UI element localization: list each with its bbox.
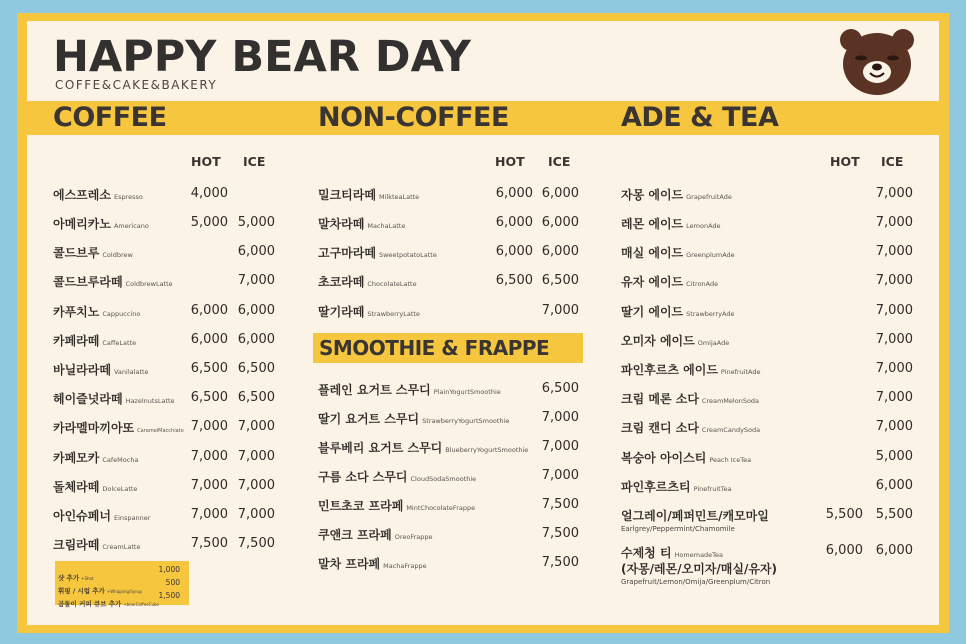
ice-price: 6,000 [541,244,579,259]
coffee-hot-header: HOT [191,154,221,169]
ice-price: 6,000 [237,332,275,347]
extra-item: 곰돌이 커피 큐브 추가 +bearCoffeeCube 1,500 [58,591,180,608]
hot-price: 6,000 [495,186,533,201]
menu-item: 구름 소다 스무디 CloudSodaSmoothie [318,470,477,484]
ice-price: 6,000 [541,215,579,230]
ice-price: 7,000 [875,390,913,405]
menu-frame [17,13,949,633]
ice-price: 5,000 [875,449,913,464]
ice-price: 7,000 [875,303,913,318]
hot-price: 6,500 [495,273,533,288]
menu-item-homemade: 수제청 티 HomemadeTea [621,546,724,560]
menu-item: 카페라떼 CaffeLatte [53,334,137,348]
bear-icon [837,26,917,98]
menu-item: 민트초코 프라페 MintChocolateFrappe [318,499,476,513]
menu-item-subtitle: Grapefruit/Lemon/Omija/Greenplum/Citron [621,578,771,586]
price: 7,000 [541,468,579,483]
ice-price: 7,000 [875,244,913,259]
menu-item: 매실 에이드 GreenplumAde [621,246,735,260]
ice-price: 7,000 [875,215,913,230]
menu-item: 레몬 에이드 LemonAde [621,217,721,231]
ice-price: 7,000 [237,507,275,522]
hot-price: 6,000 [190,332,228,347]
hot-price: 7,000 [190,449,228,464]
hot-price: 7,000 [190,507,228,522]
hot-price: 6,000 [825,543,863,558]
menu-item-subtitle: Earlgrey/Peppermint/Chamomile [621,525,735,533]
coffee-ice-header: ICE [243,154,266,169]
menu-item: 파인후르츠 에이드 PinefruitAde [621,363,761,377]
menu-item: 콜드브루 Coldbrew [53,246,133,260]
non-coffee-hot-header: HOT [495,154,525,169]
price: 7,000 [541,410,579,425]
menu-item: 크림 캔디 소다 CreamCandySoda [621,421,761,435]
hot-price: 6,000 [190,303,228,318]
menu-item: 쿠앤크 프라페 OreoFrappe [318,528,433,542]
menu-item: 헤이즐넛라떼 HazelnutsLatte [53,392,175,406]
menu-item: 고구마라떼 SweetpotatoLatte [318,246,437,260]
menu-item: 오미자 에이드 OmijaAde [621,334,730,348]
hot-price: 7,000 [190,478,228,493]
menu-item: 아인슈페너 Einspanner [53,509,151,523]
ice-price: 7,000 [237,478,275,493]
menu-item: 말차 프라페 MachaFrappe [318,557,427,571]
ice-price: 6,000 [875,543,913,558]
hot-price: 5,000 [190,215,228,230]
menu-item: 자몽 에이드 GrapefruitAde [621,188,732,202]
menu-item: 에스프레소 Espresso [53,188,143,202]
ice-price: 7,000 [875,419,913,434]
menu-board [27,21,939,625]
ice-price: 6,000 [875,478,913,493]
menu-item: 복숭아 아이스티 Peach IceTea [621,451,752,465]
ice-price: 6,000 [237,303,275,318]
smoothie-heading: SMOOTHIE & FRAPPE [313,333,583,363]
hot-price: 6,000 [495,215,533,230]
ice-price: 6,500 [237,361,275,376]
ice-price: 5,000 [237,215,275,230]
price: 7,500 [541,497,579,512]
non-coffee-ice-header: ICE [548,154,571,169]
ice-price: 7,000 [875,273,913,288]
extra-item: 샷 추가 +Shot 1,000 [58,565,180,582]
ice-price: 6,000 [541,186,579,201]
price: 7,000 [541,439,579,454]
hot-price: 6,000 [495,244,533,259]
menu-item: 유자 에이드 CitronAde [621,275,719,289]
ice-price: 7,000 [875,361,913,376]
ice-price: 6,500 [541,273,579,288]
menu-item: 카푸치노 Cappuccino [53,305,141,319]
menu-item: 말차라떼 MachaLatte [318,217,406,231]
menu-item: 블루베리 요거트 스무디 BlueberryYogurtSmoothie [318,441,529,455]
coffee-heading: COFFEE [53,102,167,133]
ice-price: 7,000 [541,303,579,318]
menu-item: 카페모카 CafeMocha [53,451,139,465]
menu-item: 돌체라떼 DolceLatte [53,480,138,494]
hot-price: 5,500 [825,507,863,522]
hot-price: 7,000 [190,419,228,434]
menu-item-earlgrey: 얼그레이/페퍼민트/캐모마일 [621,509,769,523]
ice-price: 5,500 [875,507,913,522]
ice-price: 7,000 [237,419,275,434]
menu-item: 콜드브루라떼 ColdbrewLatte [53,275,173,289]
menu-item: 아메리카노 Americano [53,217,149,231]
brand-title: HAPPY BEAR DAY [53,32,471,82]
ice-price: 7,500 [237,536,275,551]
hot-price: 6,500 [190,361,228,376]
ice-price: 7,000 [875,186,913,201]
menu-item: 밀크티라떼 MilkteaLatte [318,188,420,202]
ade-tea-hot-header: HOT [830,154,860,169]
menu-item: 초코라떼 ChocolateLatte [318,275,417,289]
ade-tea-ice-header: ICE [881,154,904,169]
menu-item: 크림 메론 소다 CreamMelonSoda [621,392,760,406]
ade-tea-heading: ADE & TEA [621,102,779,133]
menu-item: 딸기 요거트 스무디 StrawberryYogurtSmoothie [318,412,510,426]
menu-item: 플레인 요거트 스무디 PlainYogurtSmoothie [318,383,501,397]
menu-item: 파인후르츠티 PinefruitTea [621,480,732,494]
brand-subtitle: COFFE&CAKE&BAKERY [55,78,218,92]
menu-item: 크림라떼 CreamLatte [53,538,141,552]
price: 6,500 [541,381,579,396]
hot-price: 6,500 [190,390,228,405]
price: 7,500 [541,526,579,541]
hot-price: 7,500 [190,536,228,551]
menu-item: 바닐라라떼 Vanilalatte [53,363,149,377]
menu-item-homemade-flavors: (자몽/레몬/오미자/매실/유자) [621,562,778,576]
ice-price: 6,000 [237,244,275,259]
menu-item: 딸기라떼 StrawberryLatte [318,305,420,319]
hot-price: 4,000 [190,186,228,201]
ice-price: 7,000 [875,332,913,347]
extra-item: 휘핑 / 시럽 추가 +Whipping/Syrup 500 [58,578,180,595]
price: 7,500 [541,555,579,570]
ice-price: 6,500 [237,390,275,405]
menu-item: 카라멜마끼아또 CaramelMacchiato [53,421,184,435]
non-coffee-heading: NON-COFFEE [318,102,509,133]
menu-item: 딸기 에이드 StrawberryAde [621,305,735,319]
extras-box [55,561,189,608]
ice-price: 7,000 [237,273,275,288]
ice-price: 7,000 [237,449,275,464]
